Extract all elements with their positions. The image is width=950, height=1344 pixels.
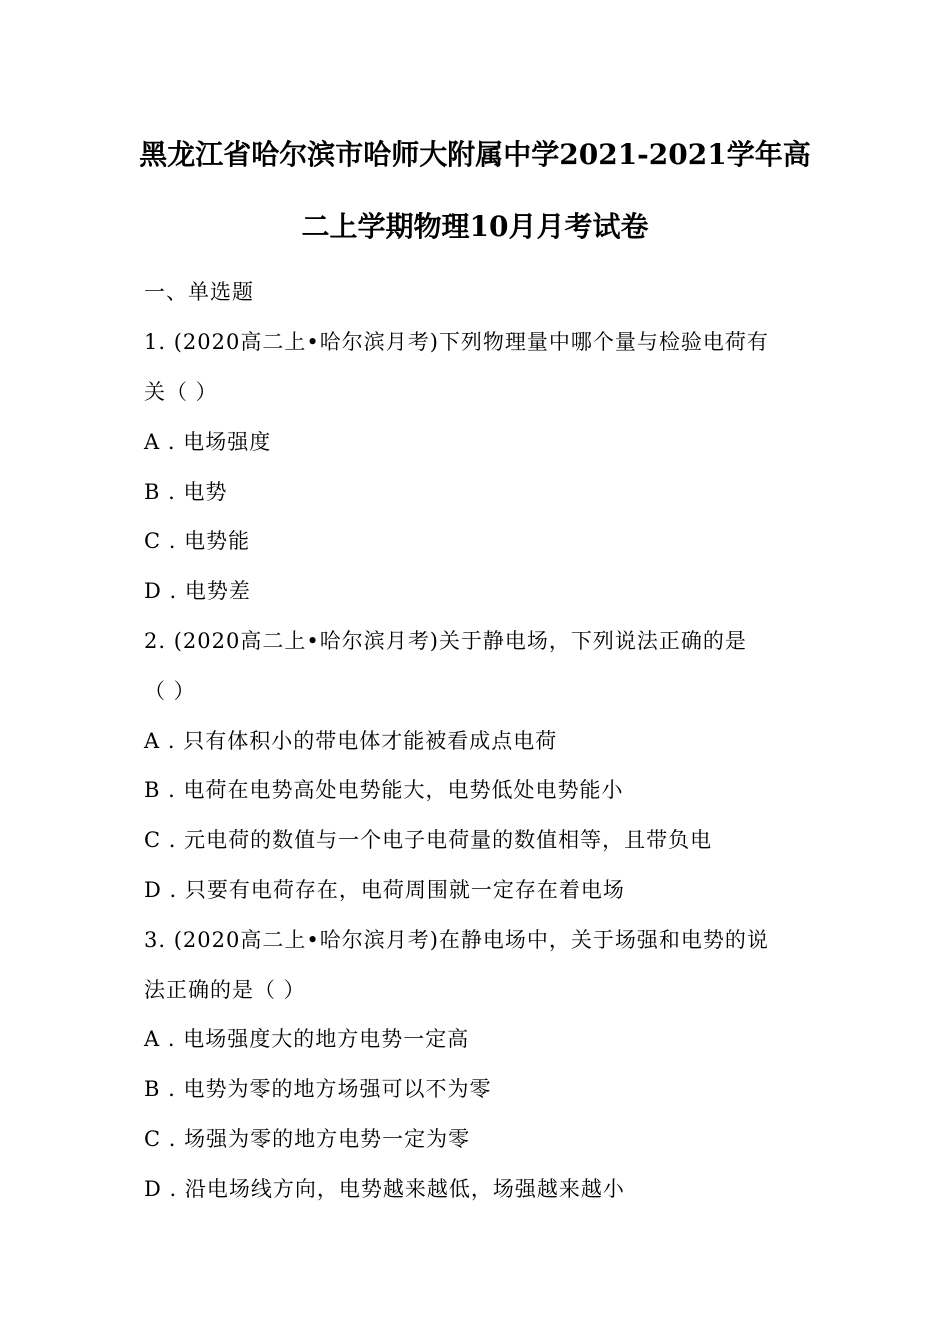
question-2-option-a: A . 只有体积小的带电体才能被看成点电荷 <box>144 729 558 753</box>
question-1-option-d: D . 电势差 <box>144 579 251 603</box>
question-1-option-a: A . 电场强度 <box>144 430 272 454</box>
question-2-stem-line-2: （ ） <box>144 679 196 703</box>
question-2-option-b: B . 电荷在电势高处电势能大，电势低处电势能小 <box>144 778 624 802</box>
question-1-stem-line-1: 1. (2020高二上•哈尔滨月考)下列物理量中哪个量与检验电荷有 <box>144 330 769 354</box>
question-3-option-a: A . 电场强度大的地方电势一定高 <box>144 1027 470 1051</box>
question-2-stem-line-1: 2. (2020高二上•哈尔滨月考)关于静电场，下列说法正确的是 <box>144 629 747 653</box>
question-3-option-d: D . 沿电场线方向，电势越来越低，场强越来越小 <box>144 1177 625 1201</box>
question-1-option-b: B . 电势 <box>144 480 228 504</box>
document-title-line-1: 黑龙江省哈尔滨市哈师大附属中学2021-2021学年高 <box>139 138 811 171</box>
question-3-option-b: B . 电势为零的地方场强可以不为零 <box>144 1077 492 1101</box>
question-2-option-d: D . 只要有电荷存在，电荷周围就一定存在着电场 <box>144 878 625 902</box>
question-3-option-c: C . 场强为零的地方电势一定为零 <box>144 1127 471 1151</box>
section-heading: 一、单选题 <box>144 280 254 304</box>
question-2-option-c: C . 元电荷的数值与一个电子电荷量的数值相等，且带负电 <box>144 828 713 852</box>
document-title-line-2: 二上学期物理10月月考试卷 <box>301 210 649 243</box>
question-1-option-c: C . 电势能 <box>144 529 251 553</box>
question-3-stem-line-2: 法正确的是（ ） <box>144 978 306 1002</box>
question-3-stem-line-1: 3. (2020高二上•哈尔滨月考)在静电场中，关于场强和电势的说 <box>144 928 769 952</box>
question-1-stem-line-2: 关（ ） <box>144 380 218 404</box>
